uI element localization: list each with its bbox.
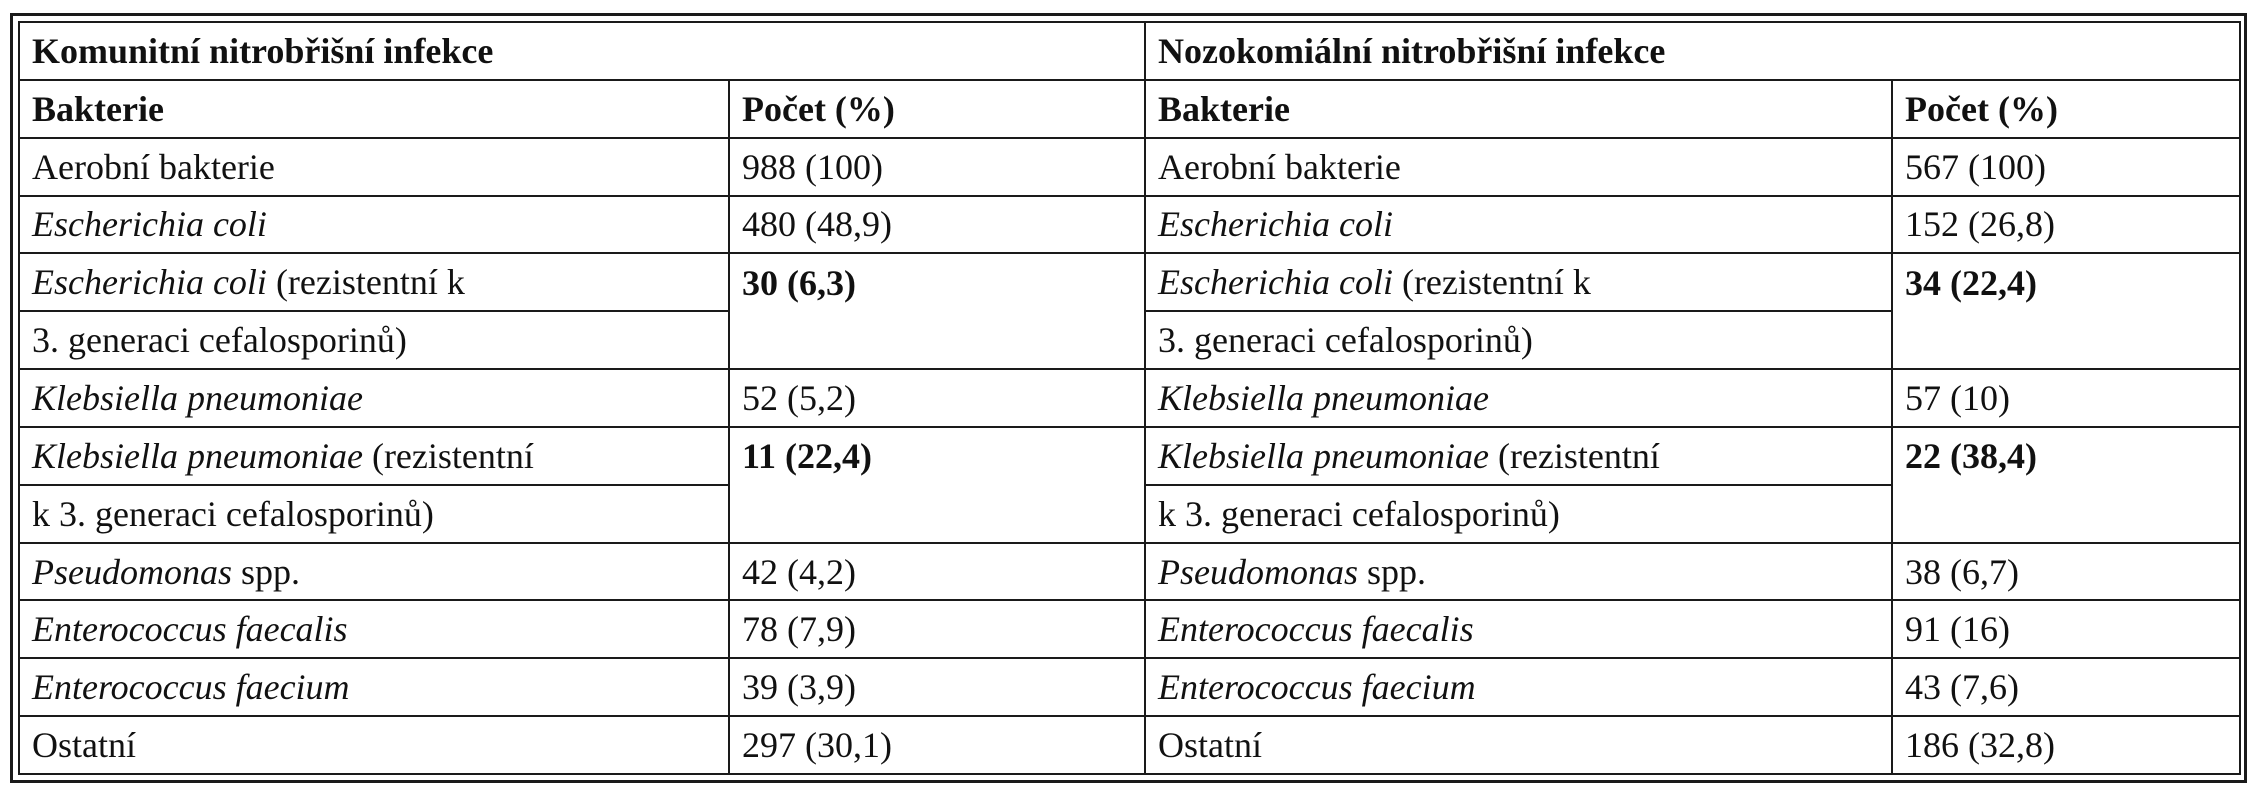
bacteria-name-nosocomial <box>1145 600 1892 658</box>
name-italic-text: Klebsiella pneumoniae <box>1158 377 1489 418</box>
bacteria-name-nosocomial <box>1145 485 1892 543</box>
count-community: 11 (22,4) <box>729 427 1145 485</box>
count-community <box>729 311 1145 369</box>
name-text: Ostatní <box>1158 725 1263 766</box>
count-community: 480 (48,9) <box>729 196 1145 254</box>
table-row <box>19 311 2240 369</box>
name-italic-text: Pseudomonas <box>32 551 232 592</box>
name-text: 3. generaci cefalosporinů) <box>32 320 407 361</box>
bacteria-name-community <box>19 369 729 427</box>
bacteria-name-nosocomial <box>1145 427 1892 485</box>
count-community: 988 (100) <box>729 138 1145 196</box>
name-rest-text: (rezistentní k <box>266 262 465 303</box>
name-italic-text: Klebsiella pneumoniae <box>32 377 363 418</box>
table-row <box>19 600 2240 658</box>
count-nosocomial: 186 (32,8) <box>1892 716 2240 774</box>
bacteria-name-community <box>19 427 729 485</box>
table-row <box>19 369 2240 427</box>
bacteria-name-community <box>19 311 729 369</box>
table-row <box>19 716 2240 774</box>
name-italic-text: Klebsiella pneumoniae <box>32 435 363 476</box>
count-nosocomial: 38 (6,7) <box>1892 543 2240 601</box>
table-row <box>19 427 2240 485</box>
name-italic-text: Enterococcus faecium <box>32 667 350 708</box>
name-italic-text: Escherichia coli <box>32 262 267 303</box>
name-italic-text: Escherichia coli <box>1158 204 1393 245</box>
count-nosocomial: 57 (10) <box>1892 369 2240 427</box>
name-italic-text: Pseudomonas <box>1158 551 1359 592</box>
bacteria-name-community <box>19 485 729 543</box>
bacteria-name-nosocomial <box>1145 196 1892 254</box>
count-community <box>729 485 1145 543</box>
name-text: Aerobní bakterie <box>32 146 275 187</box>
header-bacteria-community: Bakterie <box>19 80 729 138</box>
bacteria-name-community <box>19 253 729 311</box>
count-community: 42 (4,2) <box>729 543 1145 601</box>
name-rest-text: (rezistentní <box>362 435 534 476</box>
bacteria-name-community <box>19 138 729 196</box>
bacteria-name-community <box>19 543 729 601</box>
name-italic-text: Enterococcus faecalis <box>32 609 348 650</box>
group-title-community: Komunitní nitrobřišní infekce <box>19 22 1145 80</box>
count-nosocomial <box>1892 311 2240 369</box>
header-bacteria-nosocomial: Bakterie <box>1145 80 1892 138</box>
count-nosocomial <box>1892 485 2240 543</box>
table-row <box>19 543 2240 601</box>
name-italic-text: Escherichia coli <box>1158 262 1393 303</box>
name-text: Aerobní bakterie <box>1158 146 1401 187</box>
bacteria-name-nosocomial <box>1145 138 1892 196</box>
name-rest-text: (rezistentní k <box>1392 262 1591 303</box>
bacteria-name-community <box>19 196 729 254</box>
name-text: k 3. generaci cefalosporinů) <box>1158 493 1560 534</box>
table-body <box>19 138 2240 774</box>
bacteria-name-nosocomial <box>1145 716 1892 774</box>
table-row <box>19 138 2240 196</box>
table-row <box>19 196 2240 254</box>
table-row <box>19 658 2240 716</box>
bacteria-name-nosocomial <box>1145 311 1892 369</box>
count-nosocomial: 567 (100) <box>1892 138 2240 196</box>
count-nosocomial: 22 (38,4) <box>1892 427 2240 485</box>
bacteria-table <box>18 21 2241 775</box>
name-rest-text: (rezistentní <box>1488 435 1660 476</box>
header-count-nosocomial: Počet (%) <box>1892 80 2240 138</box>
count-nosocomial: 152 (26,8) <box>1892 196 2240 254</box>
table-row <box>19 485 2240 543</box>
name-italic-text: Escherichia coli <box>32 204 267 245</box>
count-community: 39 (3,9) <box>729 658 1145 716</box>
bacteria-name-nosocomial <box>1145 369 1892 427</box>
group-title-nosocomial: Nozokomiální nitrobřišní infekce <box>1145 22 2240 80</box>
count-community: 52 (5,2) <box>729 369 1145 427</box>
bacteria-name-community <box>19 600 729 658</box>
count-nosocomial: 34 (22,4) <box>1892 253 2240 311</box>
name-text: k 3. generaci cefalosporinů) <box>32 493 434 534</box>
count-community: 78 (7,9) <box>729 600 1145 658</box>
name-rest-text: spp. <box>1358 551 1427 592</box>
name-text: 3. generaci cefalosporinů) <box>1158 320 1533 361</box>
bacteria-name-nosocomial <box>1145 253 1892 311</box>
bacteria-name-community <box>19 716 729 774</box>
count-nosocomial: 91 (16) <box>1892 600 2240 658</box>
count-community: 297 (30,1) <box>729 716 1145 774</box>
name-italic-text: Klebsiella pneumoniae <box>1158 435 1489 476</box>
group-header-row <box>19 22 2240 80</box>
bacteria-name-community <box>19 658 729 716</box>
column-header-row <box>19 80 2240 138</box>
name-italic-text: Enterococcus faecalis <box>1158 609 1474 650</box>
name-rest-text: spp. <box>232 551 301 592</box>
bacteria-name-nosocomial <box>1145 658 1892 716</box>
count-nosocomial: 43 (7,6) <box>1892 658 2240 716</box>
table-row <box>19 253 2240 311</box>
count-community: 30 (6,3) <box>729 253 1145 311</box>
name-text: Ostatní <box>32 725 136 766</box>
name-italic-text: Enterococcus faecium <box>1158 667 1476 708</box>
bacteria-name-nosocomial <box>1145 543 1892 601</box>
header-count-community: Počet (%) <box>729 80 1145 138</box>
